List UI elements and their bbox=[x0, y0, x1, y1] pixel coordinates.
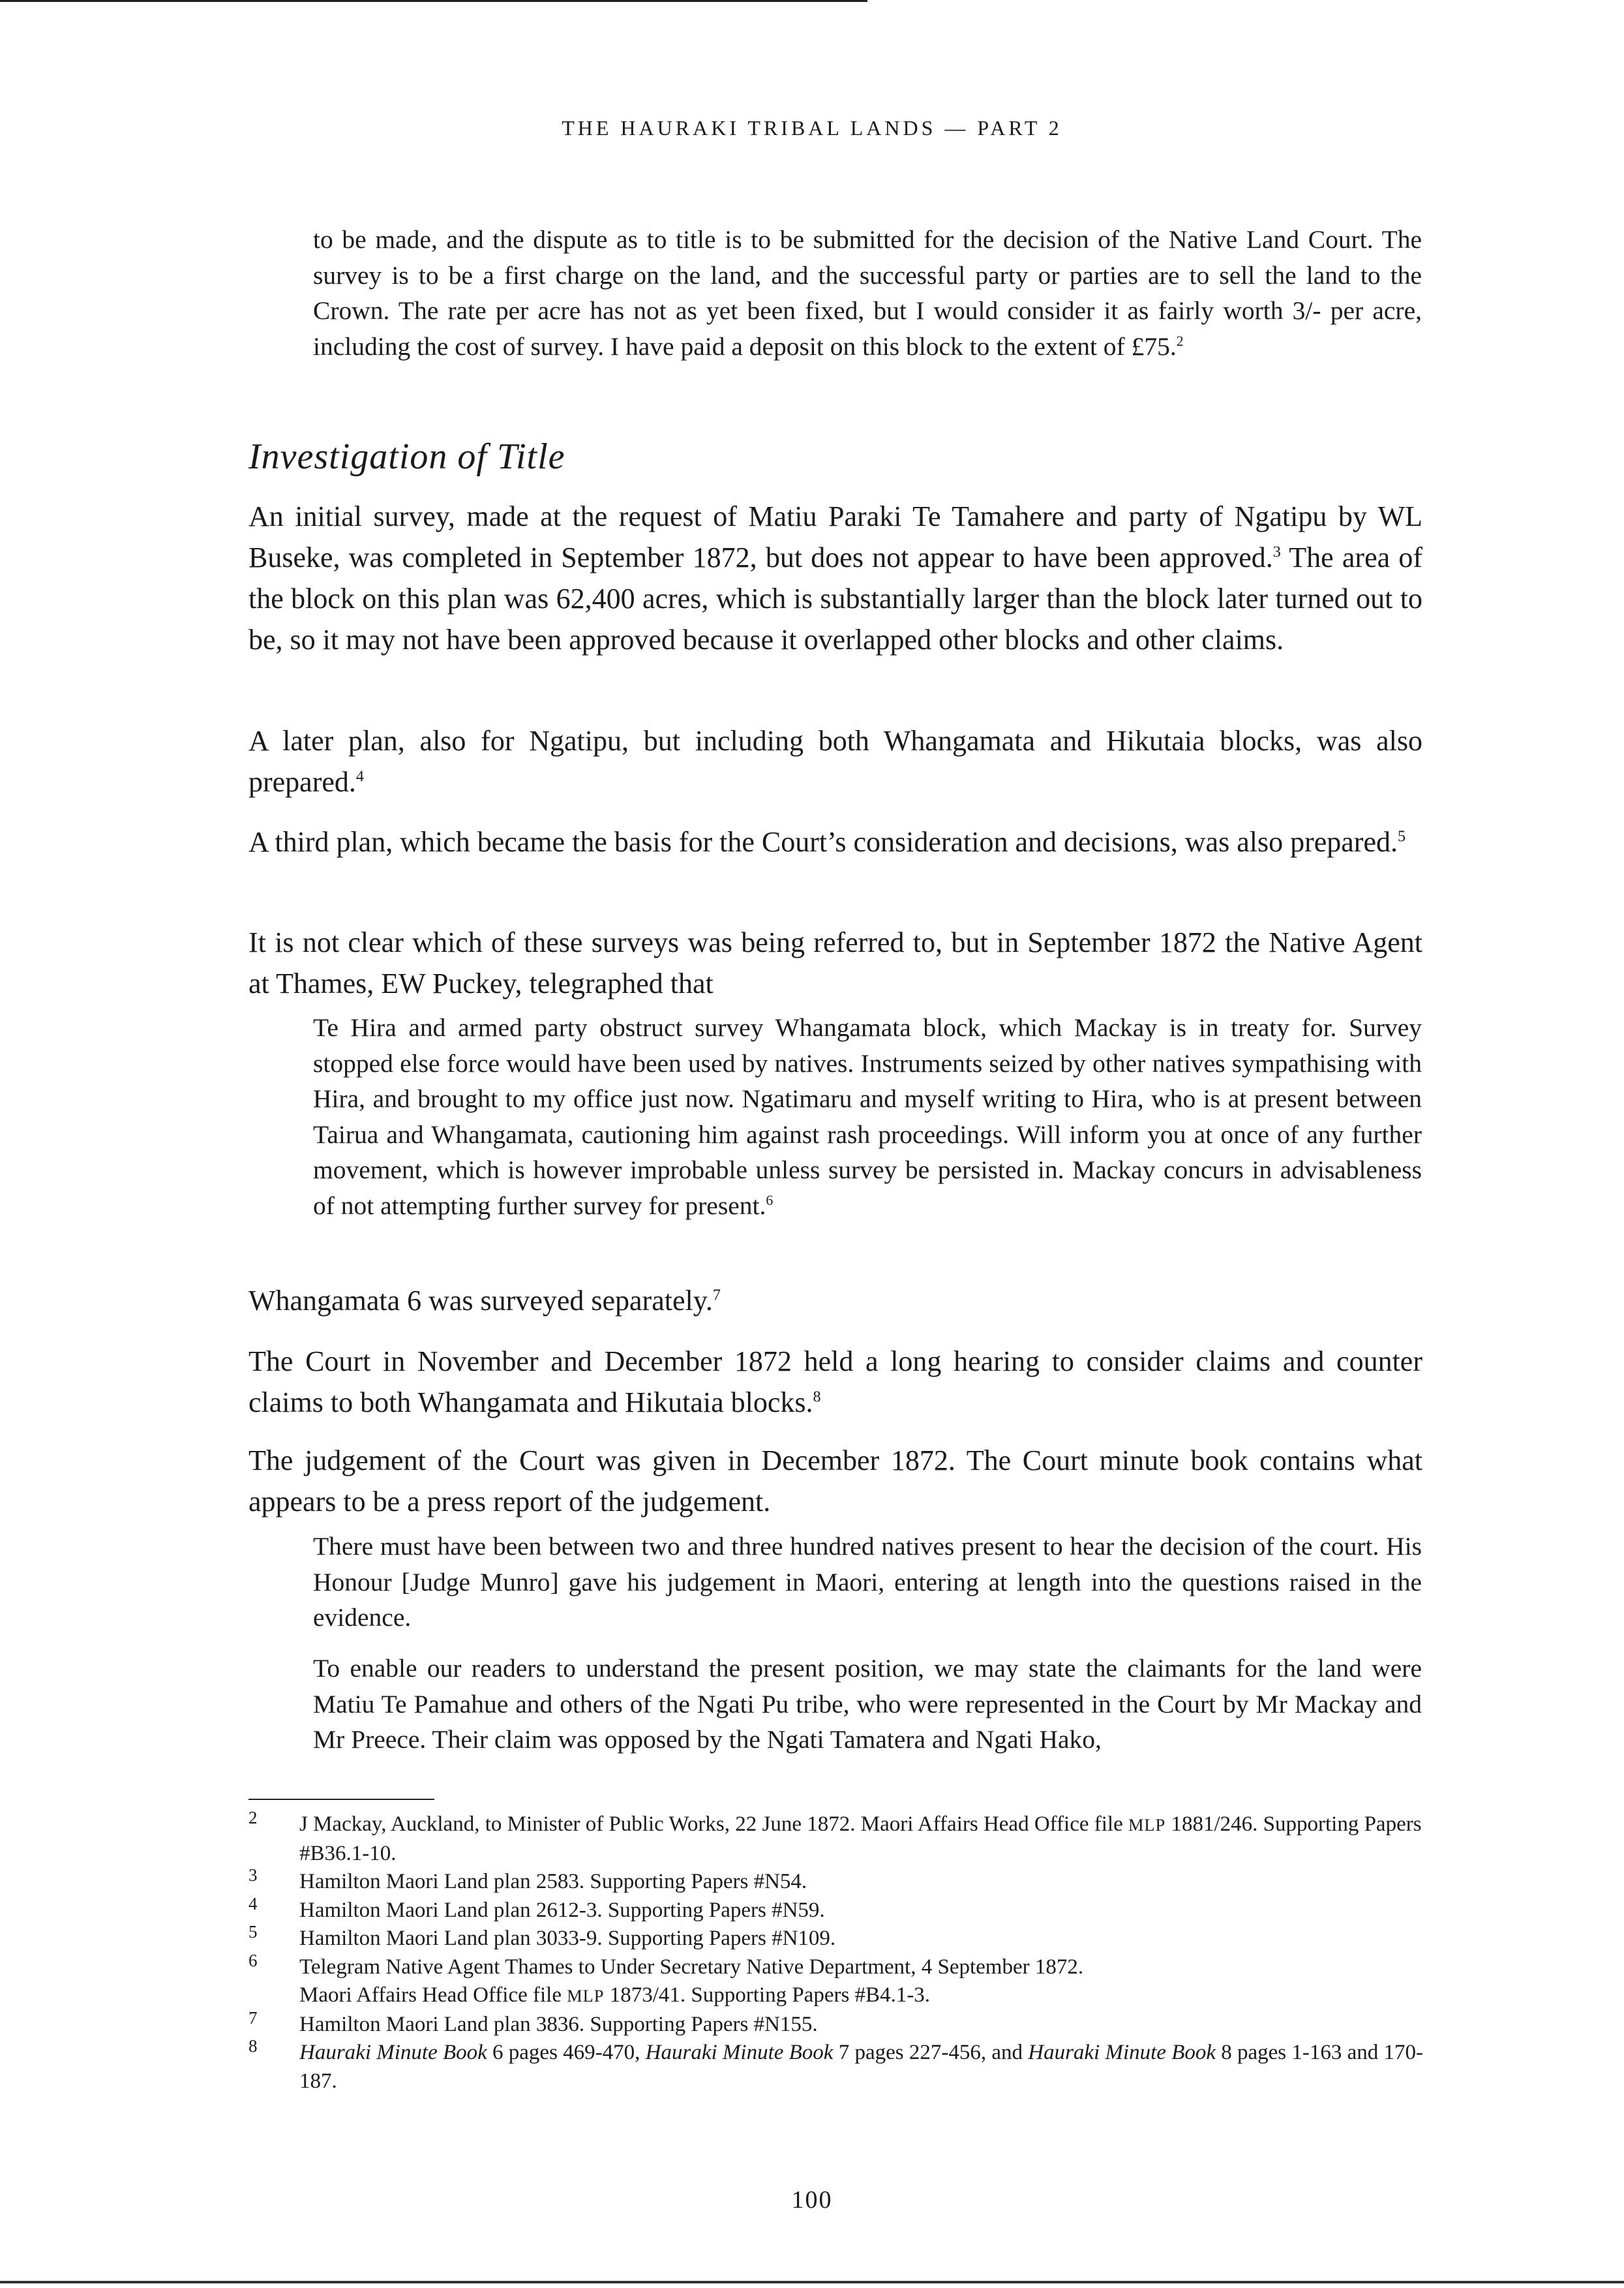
body-paragraph: A later plan, also for Ngatipu, but including both Whangamata and Hikutaia blocks, was also prepared.$^4$ bbox=[248, 725, 1422, 798]
body-paragraph: The Court in November and December 1872 held a long hearing to consider claims and counter claims to both Whangamata and Hikutaia blocks.$^8$ bbox=[248, 1345, 1422, 1418]
footnote: 8 Hauraki Minute Book 6 pages 469-470, Hauraki Minute Book 7 pages 227-456, and Hauraki Minute Book 8 pages 1-163 and 170-187. bbox=[248, 2039, 1449, 2096]
footnote-ref[interactable]: 7 bbox=[712, 1286, 721, 1304]
footnote-ref[interactable]: 8 bbox=[813, 1388, 821, 1406]
footnote-number: 8 bbox=[248, 2036, 258, 2056]
body-paragraph: The judgement of the Court was given in December 1872. The Court minute book contains what appears to be a press report of the judgement. bbox=[248, 1444, 1422, 1518]
body-paragraph: It is not clear which of these surveys was being referred to, but in September 1872 the Native Agent at Thames, EW Puckey, telegraphed that bbox=[248, 926, 1422, 999]
footnote-ref[interactable]: 4 bbox=[355, 767, 364, 786]
running-head: THE HAURAKI TRIBAL LANDS — PART 2 bbox=[562, 116, 1062, 140]
footnote-ref[interactable]: 3 bbox=[1272, 543, 1281, 561]
footnote-number: 7 bbox=[248, 2007, 258, 2028]
page-number: 100 bbox=[791, 2186, 833, 2214]
section-heading: Investigation of Title bbox=[248, 436, 565, 477]
footnote-number: 5 bbox=[248, 1922, 258, 1942]
footnote-rule bbox=[248, 1799, 434, 1800]
footnote: 2 J Mackay, Auckland, to Minister of Public Works, 22 June 1872. Maori Affairs Head Office file MLP 1881/246. Supporting Papers #B36.1-10. bbox=[248, 1810, 1449, 1868]
footnote: 4 Hamilton Maori Land plan 2612-3. Supporting Papers #N59. bbox=[248, 1897, 1449, 1925]
telegram-quote: Te Hira and armed party obstruct survey Whangamata block, which Mackay is in treaty for. Survey stopped else force would have been used by natives. Instruments seized by other natives sympathising with Hira, and brought to my office just now. Ngatimaru and myself writing to Hira, who is at present between Tairua and Whangamata, cautioning him against rash proceedings. Will inform you at once of any further movement, which is however improbable unless survey be persisted in. Mackay concurs in advisableness of not attempting further survey for present.$^6$ bbox=[313, 1013, 1422, 1220]
footnote: 7 Hamilton Maori Land plan 3836. Supporting Papers #N155. bbox=[248, 2011, 1449, 2039]
footnote: 6 Telegram Native Agent Thames to Under Secretary Native Department, 4 September 1872. Maori Affairs Head Office file MLP 1873/41. Supporting Papers #B4.1-3. bbox=[248, 1953, 1449, 2011]
footnote-ref[interactable]: 2 bbox=[1176, 333, 1184, 349]
footnote-number: 4 bbox=[248, 1893, 258, 1914]
top-rule bbox=[0, 0, 867, 2]
footnote-ref[interactable]: 5 bbox=[1397, 827, 1406, 846]
footnote-number: 2 bbox=[248, 1808, 258, 1827]
footnote: 5 Hamilton Maori Land plan 3033-9. Supporting Papers #N109. bbox=[248, 1925, 1449, 1953]
footnote-number: 3 bbox=[248, 1865, 258, 1885]
footnotes bbox=[248, 1810, 1449, 2096]
body-paragraph: A third plan, which became the basis for the Court’s consideration and decisions, was also prepared.$^5$ bbox=[248, 826, 1406, 858]
footnote: 3 Hamilton Maori Land plan 2583. Supporting Papers #N54. bbox=[248, 1868, 1449, 1897]
opening-quote: to be made, and the dispute as to title is to be submitted for the decision of the Native Land Court. The survey is to be a first charge on the land, and the successful party or parties are to sell the land to the Crown. The rate per acre has not as yet been fixed, but I would consider it as fairly worth 3/- per acre, including the cost of survey. I have paid a deposit on this block to the extent of £75.$^2$ bbox=[313, 225, 1422, 361]
bottom-rule bbox=[0, 2281, 1624, 2283]
press-quote: There must have been between two and three hundred natives present to hear the decision of the court. His Honour [Judge Munro] gave his judgement in Maori, entering at length into the questions raised in the evidence. bbox=[313, 1532, 1422, 1632]
body-paragraph: Whangamata 6 was surveyed separately.$^7$ bbox=[248, 1285, 721, 1317]
body-paragraph: An initial survey, made at the request of Matiu Paraki Te Tamahere and party of Ngatipu by WL Buseke, was completed in September 1872, but does not appear to have been approved.$^3$ The area of the block on this plan was 62,400 acres, which is substantially larger than the block later turned out to be, so it may not have been approved because it overlapped other blocks and other claims. bbox=[248, 500, 1422, 656]
footnote-number: 6 bbox=[248, 1950, 258, 1970]
footnote-ref[interactable]: 6 bbox=[766, 1192, 774, 1208]
press-quote: To enable our readers to understand the present position, we may state the claimants for the land were Matiu Te Pamahue and others of the Ngati Pu tribe, who were represented in the Court by Mr Mackay and Mr Preece. Their claim was opposed by the Ngati Tamatera and Ngati Hako, bbox=[313, 1654, 1422, 1754]
